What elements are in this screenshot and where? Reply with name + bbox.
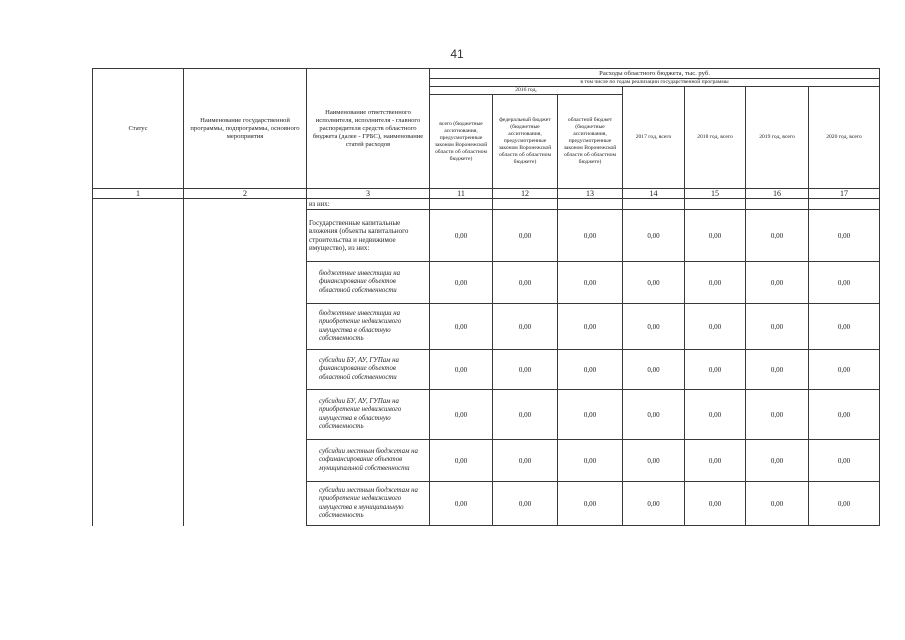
value-cell: 0,00 <box>493 304 558 350</box>
empty-cell <box>430 199 493 210</box>
column-number-cell: 3 <box>307 189 430 199</box>
value-cell: 0,00 <box>430 482 493 526</box>
header-col-total: всего (бюджетные ассигнования, предусмотренные законом Воронежской области об областном бюджете) <box>430 95 493 189</box>
value-cell: 0,00 <box>430 262 493 304</box>
empty-cell <box>746 199 809 210</box>
table-row <box>93 350 880 390</box>
value-cell: 0,00 <box>746 440 809 482</box>
header-col-2020: 2020 год, всего <box>809 87 880 189</box>
value-cell: 0,00 <box>809 440 880 482</box>
column-number-cell: 15 <box>685 189 746 199</box>
table-body <box>93 199 880 526</box>
value-cell: 0,00 <box>430 210 493 262</box>
column-number-cell: 2 <box>184 189 307 199</box>
value-cell: 0,00 <box>623 304 685 350</box>
value-cell: 0,00 <box>558 262 623 304</box>
value-cell: 0,00 <box>746 210 809 262</box>
table-row <box>93 262 880 304</box>
value-cell: 0,00 <box>809 390 880 440</box>
header-expenses: Расходы областного бюджета, тыс. руб. <box>430 69 880 79</box>
column-number-cell: 14 <box>623 189 685 199</box>
value-cell: 0,00 <box>558 350 623 390</box>
empty-cell <box>623 199 685 210</box>
program-cell <box>184 304 307 350</box>
column-number-cell: 12 <box>493 189 558 199</box>
value-cell: 0,00 <box>685 482 746 526</box>
program-cell <box>184 262 307 304</box>
value-cell: 0,00 <box>430 390 493 440</box>
value-cell: 0,00 <box>746 350 809 390</box>
value-cell: 0,00 <box>685 390 746 440</box>
value-cell: 0,00 <box>809 304 880 350</box>
status-cell <box>93 350 184 390</box>
empty-cell <box>493 199 558 210</box>
value-cell: 0,00 <box>809 262 880 304</box>
value-cell: 0,00 <box>623 350 685 390</box>
column-number-cell: 1 <box>93 189 184 199</box>
header-col-2019: 2019 год, всего <box>746 87 809 189</box>
value-cell: 0,00 <box>493 482 558 526</box>
header-col-federal: федеральный бюджет (бюджетные ассигнования, предусмотренные законом Воронежской области об областном бюджете) <box>493 95 558 189</box>
value-cell: 0,00 <box>685 210 746 262</box>
value-cell: 0,00 <box>623 262 685 304</box>
header-by-years: в том числе по годам реализации государственной программы <box>430 79 880 87</box>
value-cell: 0,00 <box>493 390 558 440</box>
column-numbers-row <box>93 189 880 199</box>
value-cell: 0,00 <box>809 350 880 390</box>
value-cell: 0,00 <box>430 350 493 390</box>
status-cell <box>93 210 184 262</box>
value-cell: 0,00 <box>493 262 558 304</box>
header-col-2018: 2018 год, всего <box>685 87 746 189</box>
value-cell: 0,00 <box>558 210 623 262</box>
table-row <box>93 482 880 526</box>
value-cell: 0,00 <box>558 304 623 350</box>
empty-cell <box>685 199 746 210</box>
value-cell: 0,00 <box>493 440 558 482</box>
value-cell: 0,00 <box>558 390 623 440</box>
program-cell <box>184 199 307 210</box>
expense-item-name: субсидии местным бюджетам на софинансирование объектов муниципальной собственности <box>307 440 430 482</box>
value-cell: 0,00 <box>623 210 685 262</box>
empty-cell <box>558 199 623 210</box>
value-cell: 0,00 <box>746 304 809 350</box>
expense-item-name: субсидии БУ, АУ, ГУПам на приобретение недвижимого имущества в областную собственность <box>307 390 430 440</box>
program-cell <box>184 350 307 390</box>
status-cell <box>93 390 184 440</box>
value-cell: 0,00 <box>430 304 493 350</box>
including-row <box>93 199 880 210</box>
value-cell: 0,00 <box>623 482 685 526</box>
column-number-cell: 13 <box>558 189 623 199</box>
value-cell: 0,00 <box>623 390 685 440</box>
program-cell <box>184 440 307 482</box>
header-status: Статус <box>93 69 184 189</box>
status-cell <box>93 440 184 482</box>
value-cell: 0,00 <box>746 390 809 440</box>
column-number-cell: 17 <box>809 189 880 199</box>
value-cell: 0,00 <box>558 440 623 482</box>
value-cell: 0,00 <box>685 262 746 304</box>
value-cell: 0,00 <box>685 304 746 350</box>
status-cell <box>93 304 184 350</box>
column-number-cell: 16 <box>746 189 809 199</box>
page-number: 41 <box>450 47 464 61</box>
program-cell <box>184 210 307 262</box>
header-col-2017: 2017 год, всего <box>623 87 685 189</box>
value-cell: 0,00 <box>746 262 809 304</box>
status-cell <box>93 262 184 304</box>
table-row <box>93 390 880 440</box>
budget-table <box>92 68 880 526</box>
program-cell <box>184 482 307 526</box>
value-cell: 0,00 <box>685 440 746 482</box>
table-row <box>93 440 880 482</box>
table-row <box>93 210 880 262</box>
including-label: из них: <box>307 199 430 210</box>
program-cell <box>184 390 307 440</box>
status-cell <box>93 482 184 526</box>
value-cell: 0,00 <box>493 210 558 262</box>
value-cell: 0,00 <box>809 210 880 262</box>
header-year-2016: 2016 год, <box>430 87 623 95</box>
empty-cell <box>809 199 880 210</box>
value-cell: 0,00 <box>623 440 685 482</box>
value-cell: 0,00 <box>430 440 493 482</box>
value-cell: 0,00 <box>493 350 558 390</box>
expense-item-name: бюджетные инвестиции на приобретение недвижимого имущества в областную собственность <box>307 304 430 350</box>
expense-item-name: субсидии местным бюджетам на приобретение недвижимого имущества в муниципальную собственность <box>307 482 430 526</box>
table-row <box>93 304 880 350</box>
value-cell: 0,00 <box>746 482 809 526</box>
column-number-cell: 11 <box>430 189 493 199</box>
expense-item-name: бюджетные инвестиции на финансирование объектов областной собственности <box>307 262 430 304</box>
expense-item-name: Государственные капитальные вложения (объекты капитального строительства и недвижимое имущество), из них: <box>307 210 430 262</box>
value-cell: 0,00 <box>558 482 623 526</box>
status-cell <box>93 199 184 210</box>
header-program-name: Наименование государственной программы, подпрограммы, основного мероприятия <box>184 69 307 189</box>
value-cell: 0,00 <box>809 482 880 526</box>
header-col-regional: областной бюджет (бюджетные ассигнования, предусмотренные законом Воронежской области об областном бюджете) <box>558 95 623 189</box>
expense-item-name: субсидии БУ, АУ, ГУПам на финансирование объектов областной собственности <box>307 350 430 390</box>
value-cell: 0,00 <box>685 350 746 390</box>
header-executor: Наименование ответственного исполнителя, исполнителя - главного распорядителя средств областного бюджета (далее - ГРБС), наименование статей расходов <box>307 69 430 189</box>
